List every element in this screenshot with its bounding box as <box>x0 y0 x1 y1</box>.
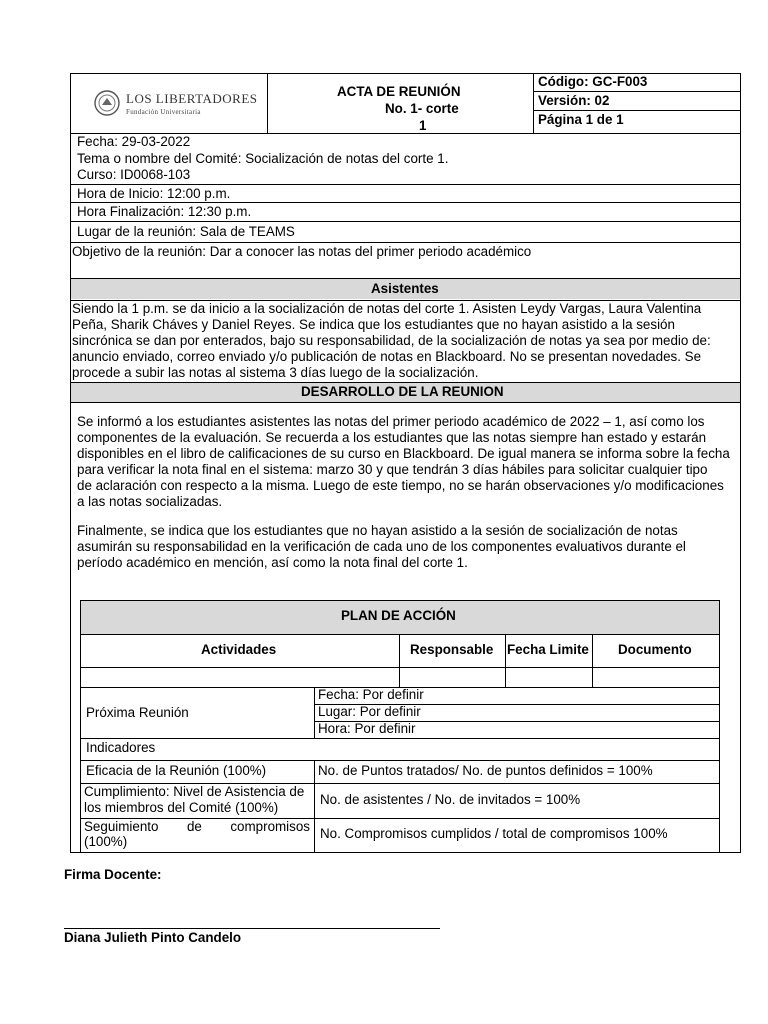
plan-border <box>314 760 315 853</box>
attendees-text-line: Siendo la 1 p.m. se da inicio a la socialización de notas del corte 1. Asisten Leydy Vargas, Laura Valentina <box>72 301 702 316</box>
indicator-label: Eficacia de la Reunión (100%) <box>86 763 267 778</box>
row-divider <box>70 278 741 279</box>
signature-label: Firma Docente: <box>64 867 162 882</box>
end-time: Hora Finalización: 12:30 p.m. <box>77 204 252 219</box>
development-paragraph-line: período académico en mención, así como la nota final del corte 1. <box>77 555 468 570</box>
attendees-text-line: procede a subir las notas al sistema 3 días luego de la socialización. <box>72 365 479 380</box>
plan-border <box>505 634 506 687</box>
action-plan-heading: PLAN DE ACCIÓN <box>341 608 456 623</box>
document-title: ACTA DE REUNIÓN <box>337 84 461 99</box>
document-code: Código: GC-F003 <box>538 74 648 89</box>
column-header-document: Documento <box>618 642 692 657</box>
plan-border <box>399 634 400 687</box>
document-version: Versión: 02 <box>538 93 610 108</box>
header-divider <box>533 91 741 92</box>
indicator-value: No. Compromisos cumplidos / total de compromisos 100% <box>320 826 668 841</box>
logo-subtitle: Fundación Universitaria <box>126 108 201 116</box>
attendees-heading: Asistentes <box>371 281 439 296</box>
attendees-text-line: sincrónica se dan por enterados, bajo su responsabilidad, de la socialización de notas ya sea por medio de: <box>72 333 711 348</box>
start-time: Hora de Inicio: 12:00 p.m. <box>77 186 231 201</box>
next-meeting-date: Fecha: Por definir <box>318 687 424 702</box>
plan-border <box>80 600 720 601</box>
header-divider <box>267 73 268 133</box>
development-heading: DESARROLLO DE LA REUNION <box>301 384 504 399</box>
development-paragraph-line: Se informó a los estudiantes asistentes las notas del primer periodo académico de 2022 – 1, así como los <box>77 414 705 429</box>
column-header-deadline: Fecha Limite <box>507 642 589 657</box>
meeting-topic: Tema o nombre del Comité: Socialización de notas del corte 1. <box>77 151 449 166</box>
plan-border <box>80 738 720 739</box>
row-divider <box>70 402 741 403</box>
document-subtitle-number: 1 <box>419 118 427 133</box>
plan-border <box>314 687 315 738</box>
plan-border <box>592 634 593 687</box>
seal-icon <box>92 89 122 117</box>
next-meeting-place: Lugar: Por definir <box>318 704 421 719</box>
next-meeting-label: Próxima Reunión <box>86 705 189 720</box>
indicator-label: (100%) <box>84 834 128 849</box>
plan-border <box>80 760 720 761</box>
signature-line <box>64 928 440 929</box>
indicator-value: No. de asistentes / No. de invitados = 100% <box>320 792 581 807</box>
header-divider <box>533 110 741 111</box>
indicator-label-word: de <box>186 819 202 834</box>
meeting-date: Fecha: 29-03-2022 <box>77 134 191 149</box>
plan-border <box>80 852 720 853</box>
next-meeting-time: Hora: Por definir <box>318 721 416 736</box>
header-divider <box>533 73 534 133</box>
document-subtitle: No. 1- corte <box>385 101 459 116</box>
plan-border <box>80 600 81 853</box>
column-header-responsible: Responsable <box>410 642 494 657</box>
attendees-text-line: Peña, Sharik Cháves y Daniel Reyes. Se indica que los estudiantes que no hayan asistido a la sesión <box>72 317 675 332</box>
signer-name: Diana Julieth Pinto Candelo <box>64 930 242 945</box>
development-paragraph-line: Finalmente, se indica que los estudiantes que no hayan asistido a la sesión de socialización de notas <box>77 523 678 538</box>
indicator-label-justified <box>84 819 310 835</box>
indicator-label: los miembros del Comité (100%) <box>84 800 279 815</box>
development-paragraph-line: para verificar la nota final en el sistema: marzo 30 y que tendrán 3 días hábiles para solicitar cualquier tipo <box>77 462 708 477</box>
indicators-label: Indicadores <box>86 740 156 755</box>
development-paragraph-line: componentes de la evaluación. Se recuerda a los estudiantes que las notas siempre han estado y estarán <box>77 430 707 445</box>
attendees-text-line: anuncio enviado, correo enviado y/o publicación de notas en Blackboard. No se presentan novedades. Se <box>72 349 702 364</box>
development-paragraph-line: de aclaración con respecto a la misma. Luego de este tiempo, no se harán observaciones y/o modificaciones <box>77 478 724 493</box>
meeting-objective: Objetivo de la reunión: Dar a conocer las notas del primer periodo académico <box>72 244 532 259</box>
development-paragraph-line: asumirán su responsabilidad en la verificación de cada uno de los componentes evaluativos durante el <box>77 539 686 554</box>
logo-name: LOS LIBERTADORES <box>126 91 258 106</box>
plan-border <box>719 600 720 853</box>
indicator-label: Cumplimiento: Nivel de Asistencia de <box>84 784 305 799</box>
institution-logo <box>92 89 258 117</box>
row-divider <box>70 184 741 185</box>
development-paragraph-line: disponibles en el libro de calificaciones de su curso en Blackboard. De igual manera se informa sobre la fecha <box>77 446 730 461</box>
indicator-label-word: compromisos <box>230 819 310 834</box>
row-divider <box>70 382 741 383</box>
row-divider <box>70 221 741 222</box>
indicator-value: No. de Puntos tratados/ No. de puntos definidos = 100% <box>318 763 653 778</box>
document-page: Página 1 de 1 <box>538 112 624 127</box>
column-header-activities: Actividades <box>201 642 277 657</box>
meeting-place: Lugar de la reunión: Sala de TEAMS <box>77 224 295 239</box>
row-divider <box>70 202 741 203</box>
plan-border <box>80 667 720 668</box>
row-divider <box>70 242 741 243</box>
meeting-course: Curso: ID0068-103 <box>77 167 191 182</box>
plan-border <box>80 634 720 635</box>
indicator-label-word: Seguimiento <box>84 819 159 834</box>
development-paragraph-line: a las notas socializadas. <box>77 494 223 509</box>
